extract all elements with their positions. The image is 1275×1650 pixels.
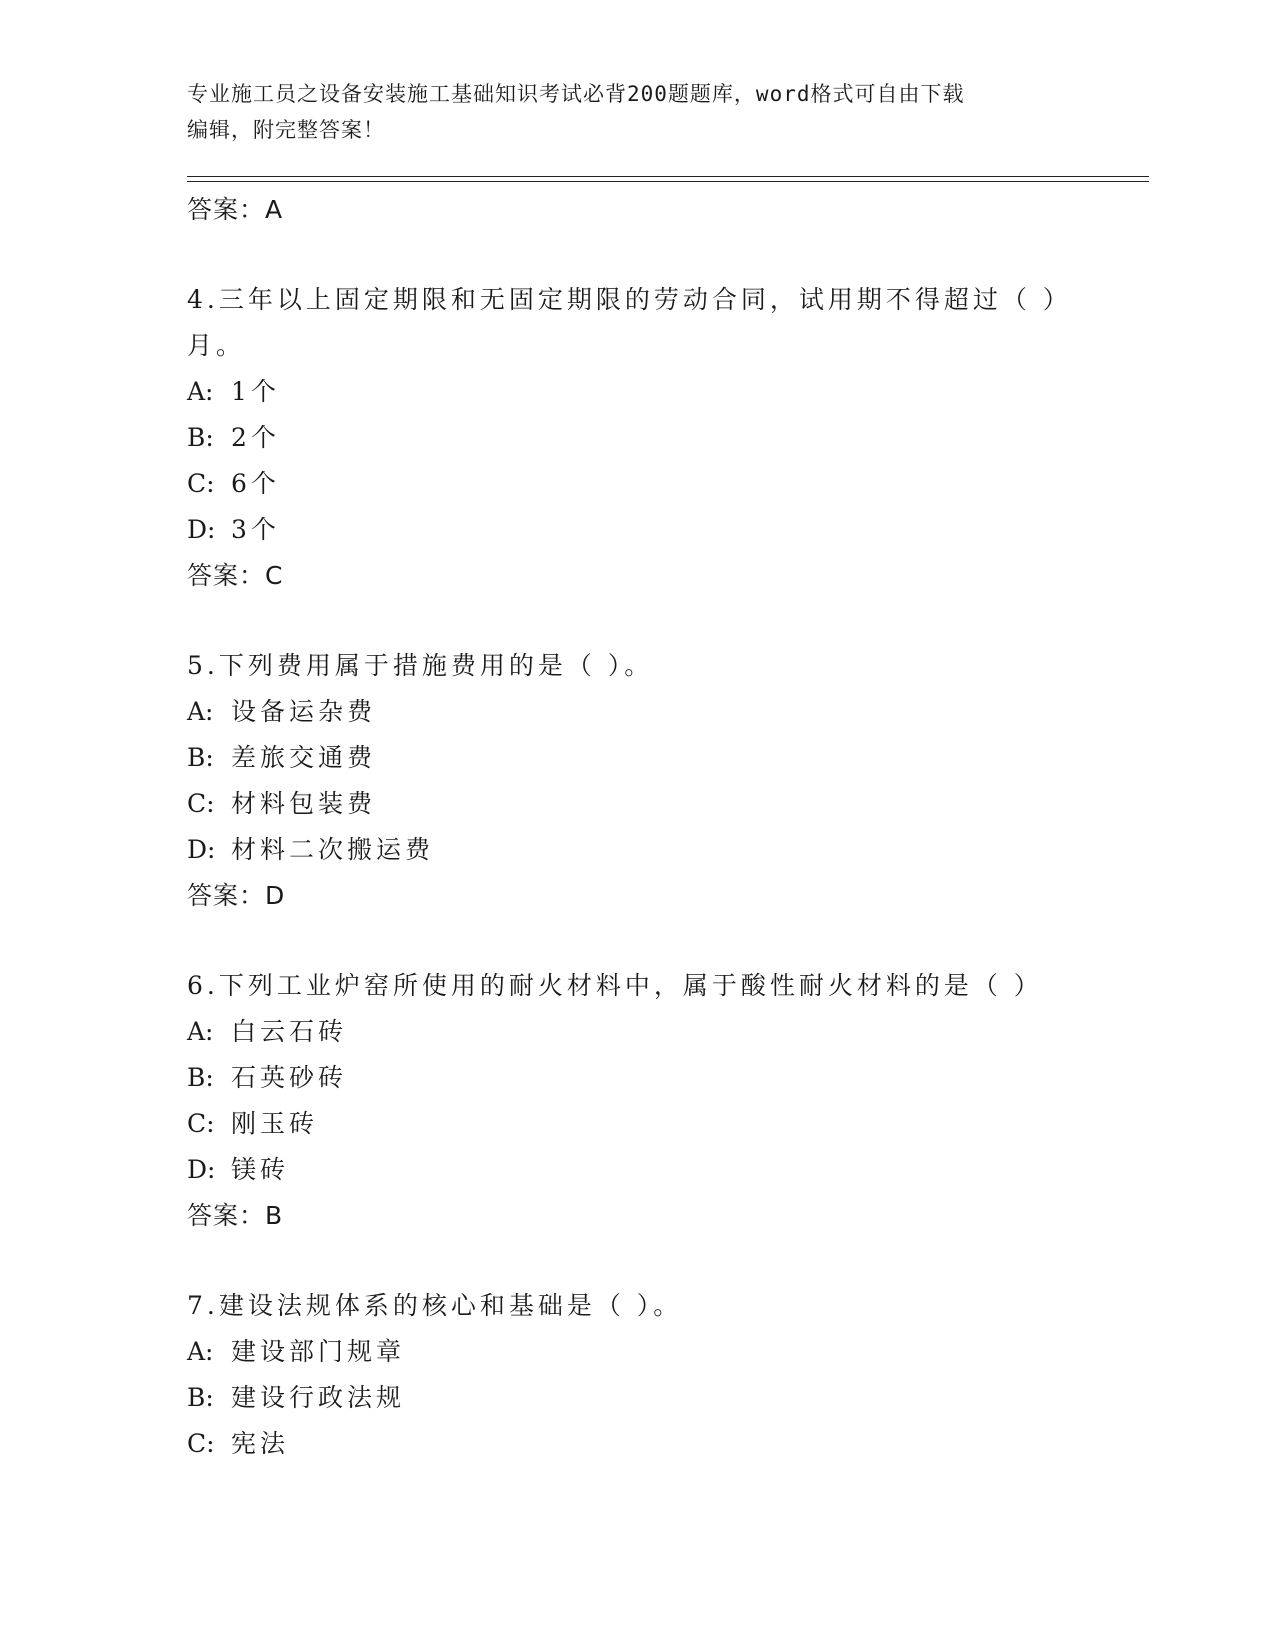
spacer bbox=[187, 233, 1087, 277]
option-text: 建设行政法规 bbox=[231, 1383, 406, 1412]
question-text: 4.三年以上固定期限和无固定期限的劳动合同，试用期不得超过（ ） bbox=[187, 285, 1072, 314]
option-label: A: bbox=[187, 697, 214, 726]
option-a bbox=[187, 1329, 1087, 1375]
question-block bbox=[187, 643, 1087, 919]
spacer bbox=[187, 599, 1087, 643]
option-c bbox=[187, 1101, 1087, 1147]
option-text: 镁砖 bbox=[231, 1155, 290, 1184]
option-d bbox=[187, 827, 1087, 873]
question-text: 7.建设法规体系的核心和基础是（ ）。 bbox=[187, 1291, 683, 1320]
option-label: B: bbox=[187, 1063, 214, 1092]
option-c bbox=[187, 781, 1087, 827]
option-d bbox=[187, 1147, 1087, 1193]
option-c bbox=[187, 461, 1087, 507]
option-text: 6个 bbox=[231, 469, 280, 498]
option-b bbox=[187, 1375, 1087, 1421]
option-text: 差旅交通费 bbox=[231, 743, 377, 772]
question-text: 月。 bbox=[187, 331, 246, 360]
header-divider-top bbox=[187, 176, 1149, 177]
option-label: A: bbox=[187, 377, 214, 406]
option-label: C: bbox=[187, 1429, 215, 1458]
header-title-line-1: 专业施工员之设备安装施工基础知识考试必背200题题库，word格式可自由下载 bbox=[187, 82, 965, 106]
option-text: 刚玉砖 bbox=[231, 1109, 319, 1138]
previous-answer: 答案：A bbox=[187, 195, 284, 224]
question-list bbox=[187, 187, 1087, 1467]
spacer bbox=[187, 1239, 1087, 1283]
question-block bbox=[187, 277, 1087, 599]
option-a bbox=[187, 689, 1087, 735]
option-label: B: bbox=[187, 1383, 214, 1412]
answer-line: 答案：C bbox=[187, 561, 284, 590]
option-label: A: bbox=[187, 1337, 214, 1366]
option-label: A: bbox=[187, 1017, 214, 1046]
option-text: 3个 bbox=[231, 515, 280, 544]
option-text: 白云石砖 bbox=[231, 1017, 348, 1046]
option-label: B: bbox=[187, 743, 214, 772]
question-block bbox=[187, 1283, 1087, 1467]
option-label: C: bbox=[187, 469, 215, 498]
option-label: C: bbox=[187, 789, 215, 818]
option-text: 材料包装费 bbox=[231, 789, 377, 818]
option-text: 建设部门规章 bbox=[231, 1337, 406, 1366]
header-title-line-2: 编辑，附完整答案！ bbox=[187, 118, 385, 142]
option-text: 材料二次搬运费 bbox=[231, 835, 435, 864]
option-label: B: bbox=[187, 423, 214, 452]
option-text: 1个 bbox=[231, 377, 280, 406]
document-header bbox=[187, 76, 1067, 148]
option-a bbox=[187, 1009, 1087, 1055]
answer-line: 答案：B bbox=[187, 1201, 284, 1230]
option-label: D: bbox=[187, 515, 216, 544]
spacer bbox=[187, 919, 1087, 963]
header-divider-bottom bbox=[187, 181, 1149, 182]
answer-line: 答案：D bbox=[187, 881, 286, 910]
question-text: 6.下列工业炉窑所使用的耐火材料中，属于酸性耐火材料的是（ ） bbox=[187, 971, 1043, 1000]
option-c bbox=[187, 1421, 1087, 1467]
option-b bbox=[187, 1055, 1087, 1101]
option-a bbox=[187, 369, 1087, 415]
option-b bbox=[187, 415, 1087, 461]
option-d bbox=[187, 507, 1087, 553]
question-text: 5.下列费用属于措施费用的是（ ）。 bbox=[187, 651, 654, 680]
question-block bbox=[187, 963, 1087, 1239]
option-text: 2个 bbox=[231, 423, 280, 452]
option-label: D: bbox=[187, 835, 216, 864]
option-label: D: bbox=[187, 1155, 216, 1184]
option-b bbox=[187, 735, 1087, 781]
option-label: C: bbox=[187, 1109, 215, 1138]
option-text: 宪法 bbox=[231, 1429, 290, 1458]
option-text: 石英砂砖 bbox=[231, 1063, 348, 1092]
option-text: 设备运杂费 bbox=[231, 697, 377, 726]
